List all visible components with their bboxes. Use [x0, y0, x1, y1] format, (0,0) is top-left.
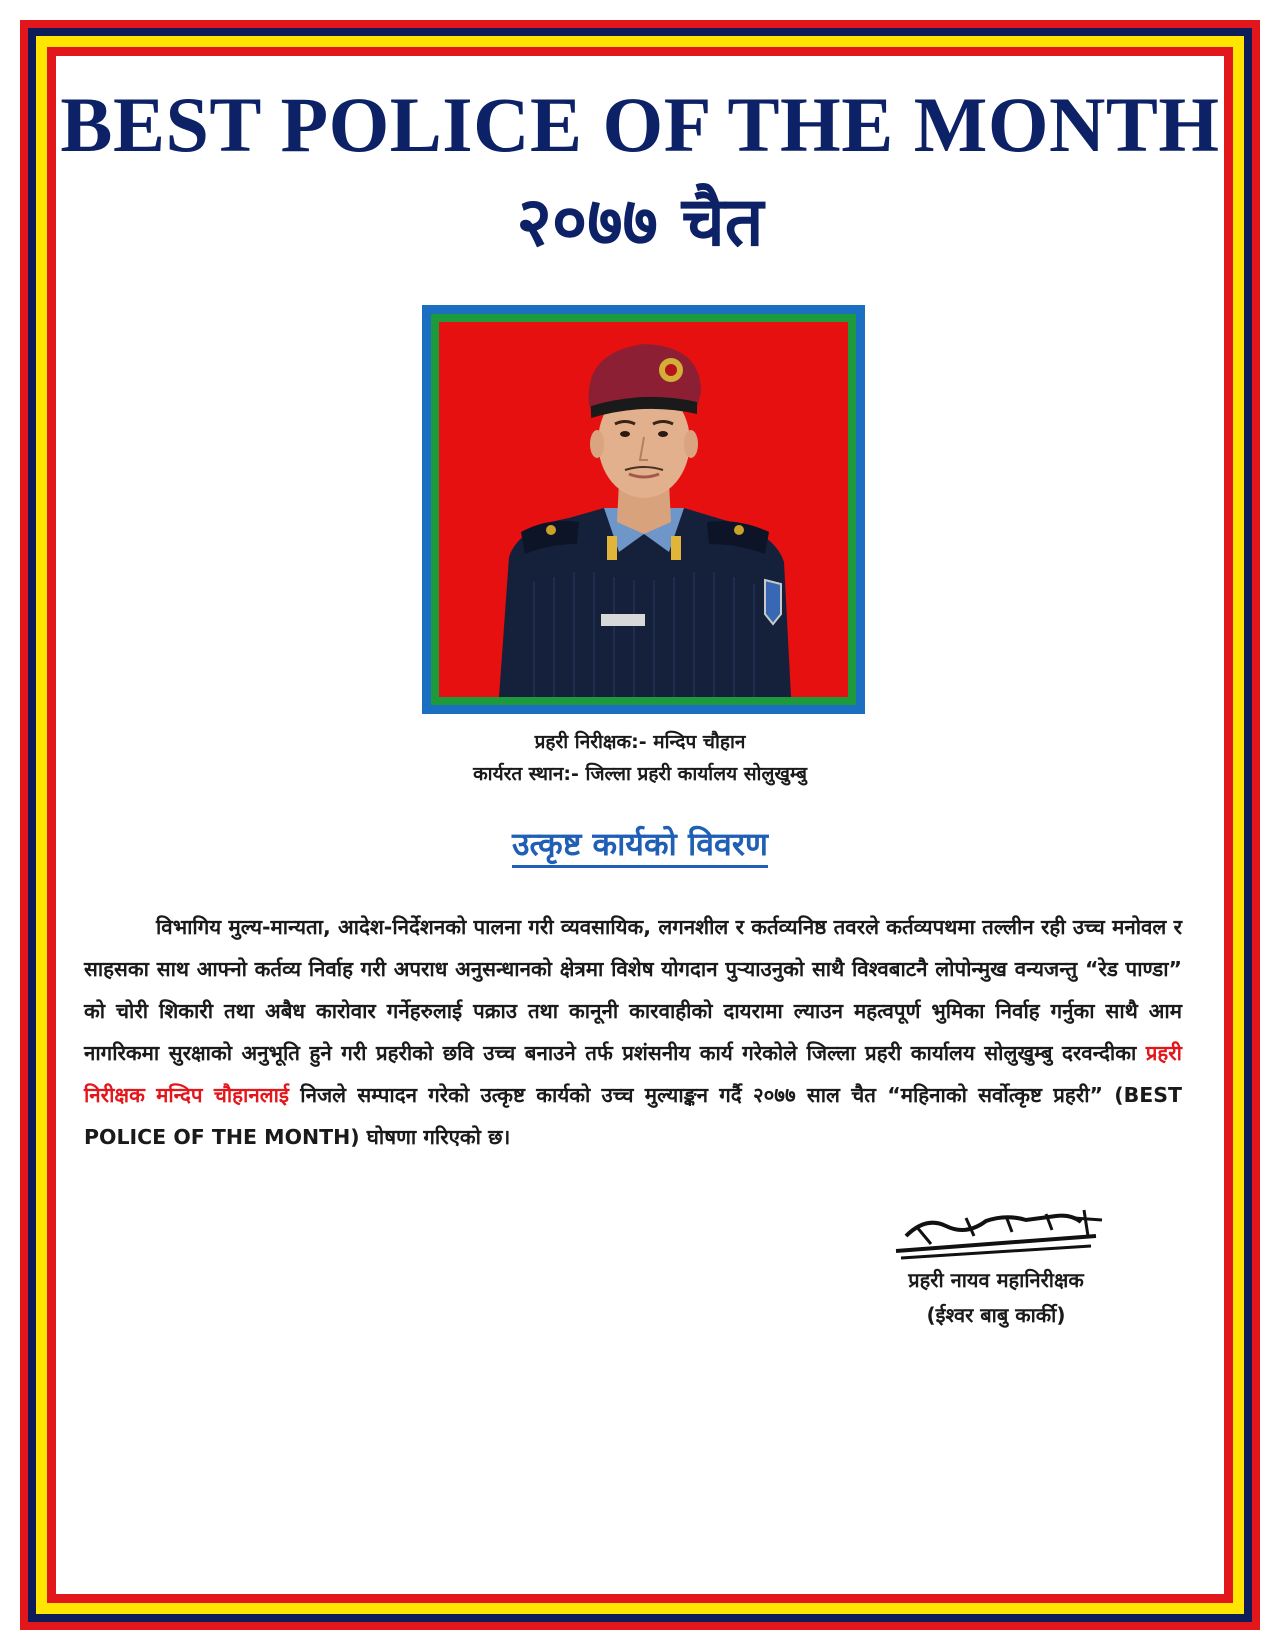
officer-photo-frame [422, 305, 865, 714]
section-heading [56, 822, 1224, 865]
citation-text-part1: विभागिय मुल्य-मान्यता, आदेश-निर्देशनको पालना गरी व्यवसायिक, लगनशील र कर्तव्यनिष्ठ तवरले कर्तव्यपथमा तल्लीन रही उच्च मनोवल र साहसका साथ आफ्नो कर्तव्य निर्वाह गरी अपराध अनुसन्धानको क्षेत्रमा विशेष योगदान पुर्‍याउनुको साथै विश्वबाटनै लोपोन्मुख वन्यजन्तु “रेड पाण्डा” को चोरी शिकारी तथा अबैध कारोवार गर्नेहरुलाई पक्राउ तथा कानूनी कारवाहीको दायरामा ल्याउन महत्वपूर्ण भुमिका निर्वाह गर्नुका साथै आम नागरिकमा सुरक्षाको अनुभूति हुने गरी प्रहरीको छवि उच्च बनाउने तर्फ प्रशंसनीय कार्य गरेकोले जिल्ला प्रहरी कार्यालय सोलुखुम्बु दरवन्दीका [84, 915, 1182, 1065]
citation-highlight-name: प्रहरी निरीक्षक मन्दिप चौहानलाई [84, 1041, 1182, 1107]
citation-paragraph [84, 906, 1182, 1158]
page-title: BEST POLICE OF THE MONTH [60, 81, 1220, 168]
signatory-name: (ईश्वर बाबु कार्की) [926, 1303, 1066, 1327]
certificate-content [56, 56, 1224, 1594]
officer-location: कार्यरत स्थान:- जिल्ला प्रहरी कार्यालय सोलुखुम्बु [473, 763, 807, 785]
officer-rank-name: प्रहरी निरीक्षक:- मन्दिप चौहान [534, 731, 746, 753]
handwritten-signature-icon [856, 1196, 1136, 1266]
officer-photo [439, 322, 848, 697]
signature-image [856, 1196, 1136, 1266]
section-heading-text: उत्कृष्ट कार्यको विवरण [512, 825, 768, 868]
date-heading: २०७७ चैत [516, 183, 764, 262]
citation-text-part2: निजले सम्पादन गरेको उत्कृष्ट कार्यको उच्च मुल्याङ्कन गर्दै २०७७ साल चैत “महिनाको सर्वोत्कृष्ट प्रहरी” (BEST POLICE OF THE MONTH) घोषणा गरिएको छ। [84, 1083, 1183, 1149]
signatory-title: प्रहरी नायव महानिरीक्षक [908, 1268, 1084, 1292]
officer-portrait-icon [439, 322, 848, 697]
